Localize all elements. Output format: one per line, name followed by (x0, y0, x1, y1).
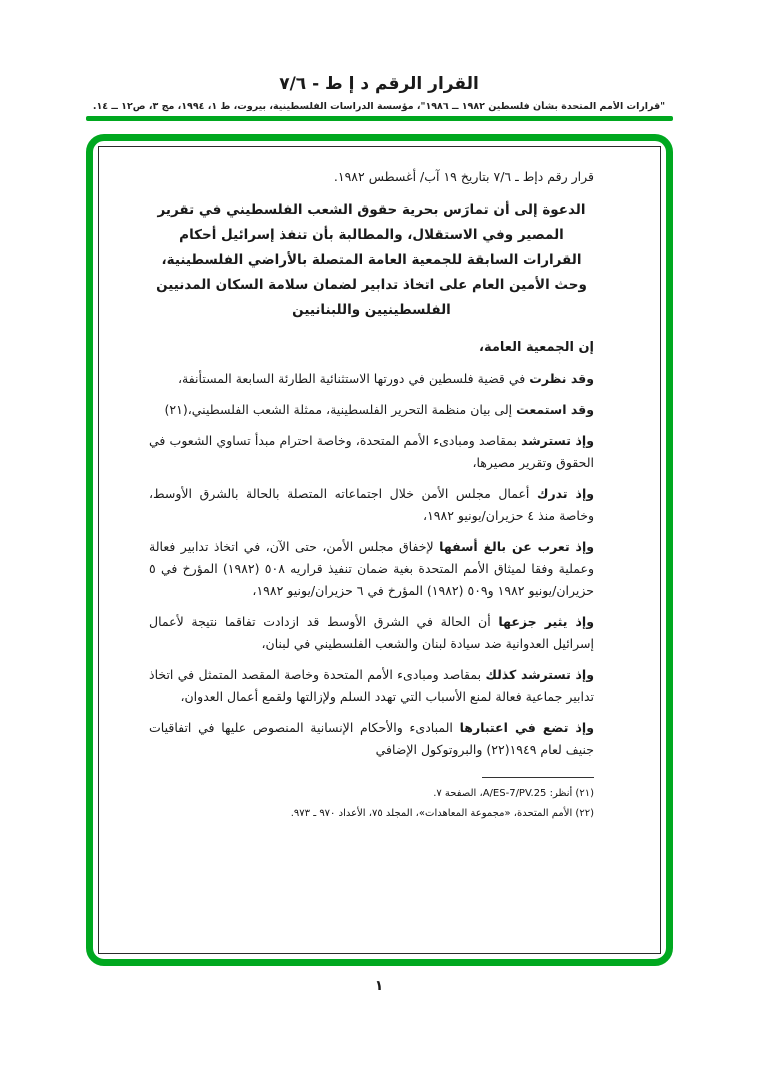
paragraph-text: المبادىء والأحكام الإنسانية المنصوص عليها في اتفاقيات جنيف لعام ١٩٤٩(٢٢) والبروتوكول الإضافي (149, 720, 594, 757)
document-inner-frame (98, 146, 661, 954)
page-number: ١ (374, 978, 384, 994)
page-title: القرار الرقم د إ ط - ٧/٦ (279, 74, 479, 94)
paragraph-lead: وإذ تضع في اعتبارها (459, 720, 594, 735)
paragraph-lead: وقد استمعت (516, 402, 594, 417)
preamble-paragraph (149, 664, 594, 708)
opening-line: إن الجمعية العامة، (479, 340, 594, 355)
paragraph-lead: وإذ تعرب عن بالغ أسفها (439, 539, 594, 554)
preamble-paragraph (149, 430, 594, 474)
resolution-title: الدعوة إلى أن تمارَس بحرية حقوق الشعب الفلسطيني في تقرير المصير وفي الاستقلال، والمطالبة بأن تنفذ إسرائيل أحكام القرارات السابقة للجمعية العامة المتصلة بالأراضي الفلسطينية، وحث الأمين العام على اتخاذ تدابير لضمان سلامة السكان المدنيين الفلسطينيين واللبنانيين (156, 202, 587, 318)
paragraph-text: بمقاصد ومبادىء الأمم المتحدة وخاصة المقصد المتمثل في اتخاذ تدابير جماعية فعالة لمنع الأسباب التي تهدد السلم ولإزالتها ولقمع أعمال العدوان، (149, 667, 594, 704)
preamble-paragraph (149, 399, 594, 421)
preamble-paragraph (149, 611, 594, 655)
header-divider (86, 116, 673, 121)
source-citation: "قرارات الأمم المتحدة بشأن فلسطين ١٩٨٢ ــ ١٩٨٦"، مؤسسة الدراسات الفلسطينية، بيروت، ط ١، ١٩٩٤، مج ٣، ص١٢ ــ ١٤. (92, 101, 666, 112)
footnote: (٢١) أنظر: A/ES-7/PV.25، الصفحة ٧. (433, 788, 594, 799)
paragraph-lead: وإذ تسترشد (521, 433, 594, 448)
preamble-paragraph (149, 536, 594, 602)
footnote-separator (482, 777, 594, 778)
paragraph-lead: وإذ تدرك (537, 486, 594, 501)
paragraph-text: في قضية فلسطين في دورتها الاستثنائية الطارئة السابعة المستأنفة، (177, 371, 526, 386)
footnote: (٢٢) الأمم المتحدة، «مجموعة المعاهدات»، المجلد ٧٥، الأعداد ٩٧٠ ـ ٩٧٣. (290, 808, 594, 819)
preamble-paragraph (149, 368, 594, 390)
paragraph-lead: وإذ يثير جزعها (498, 614, 594, 629)
preamble-paragraph (149, 483, 594, 527)
preamble-paragraph (149, 717, 594, 761)
resolution-heading: قرار رقم دإط ـ ٧/٦ بتاريخ ١٩ آب/ أغسطس ١٩٨٢. (333, 169, 594, 184)
paragraph-lead: وقد نظرت (529, 371, 594, 386)
paragraph-text: أن الحالة في الشرق الأوسط قد ازدادت تفاقما نتيجة لأعمال إسرائيل العدوانية ضد سيادة لبنان والشعب الفلسطيني في لبنان، (149, 614, 594, 651)
paragraph-text: إلى بيان منظمة التحرير الفلسطينية، ممثلة الشعب الفلسطيني،(٢١) (164, 402, 513, 417)
document-frame (86, 134, 673, 966)
paragraph-text: بمقاصد ومبادىء الأمم المتحدة، وخاصة احترام مبدأ تساوي الشعوب في الحقوق وتقرير مصيرها، (149, 433, 594, 470)
paragraph-text: أعمال مجلس الأمن خلال اجتماعاته المتصلة بالحالة بالشرق الأوسط، وخاصة منذ ٤ حزيران/يونيو ١٩٨٢، (149, 486, 594, 523)
paragraph-lead: وإذ تسترشد كذلك (485, 667, 594, 682)
paragraph-text: لإخفاق مجلس الأمن، حتى الآن، في اتخاذ تدابير فعالة وعملية وفقا لميثاق الأمم المتحدة بغية ضمان تنفيذ قراريه ٥٠٨ (١٩٨٢) المؤرخ في ٥ حزيران/يونيو ١٩٨٢ و٥٠٩ (١٩٨٢) المؤرخ في ٦ حزيران/يونيو ١٩٨٢، (149, 539, 594, 598)
